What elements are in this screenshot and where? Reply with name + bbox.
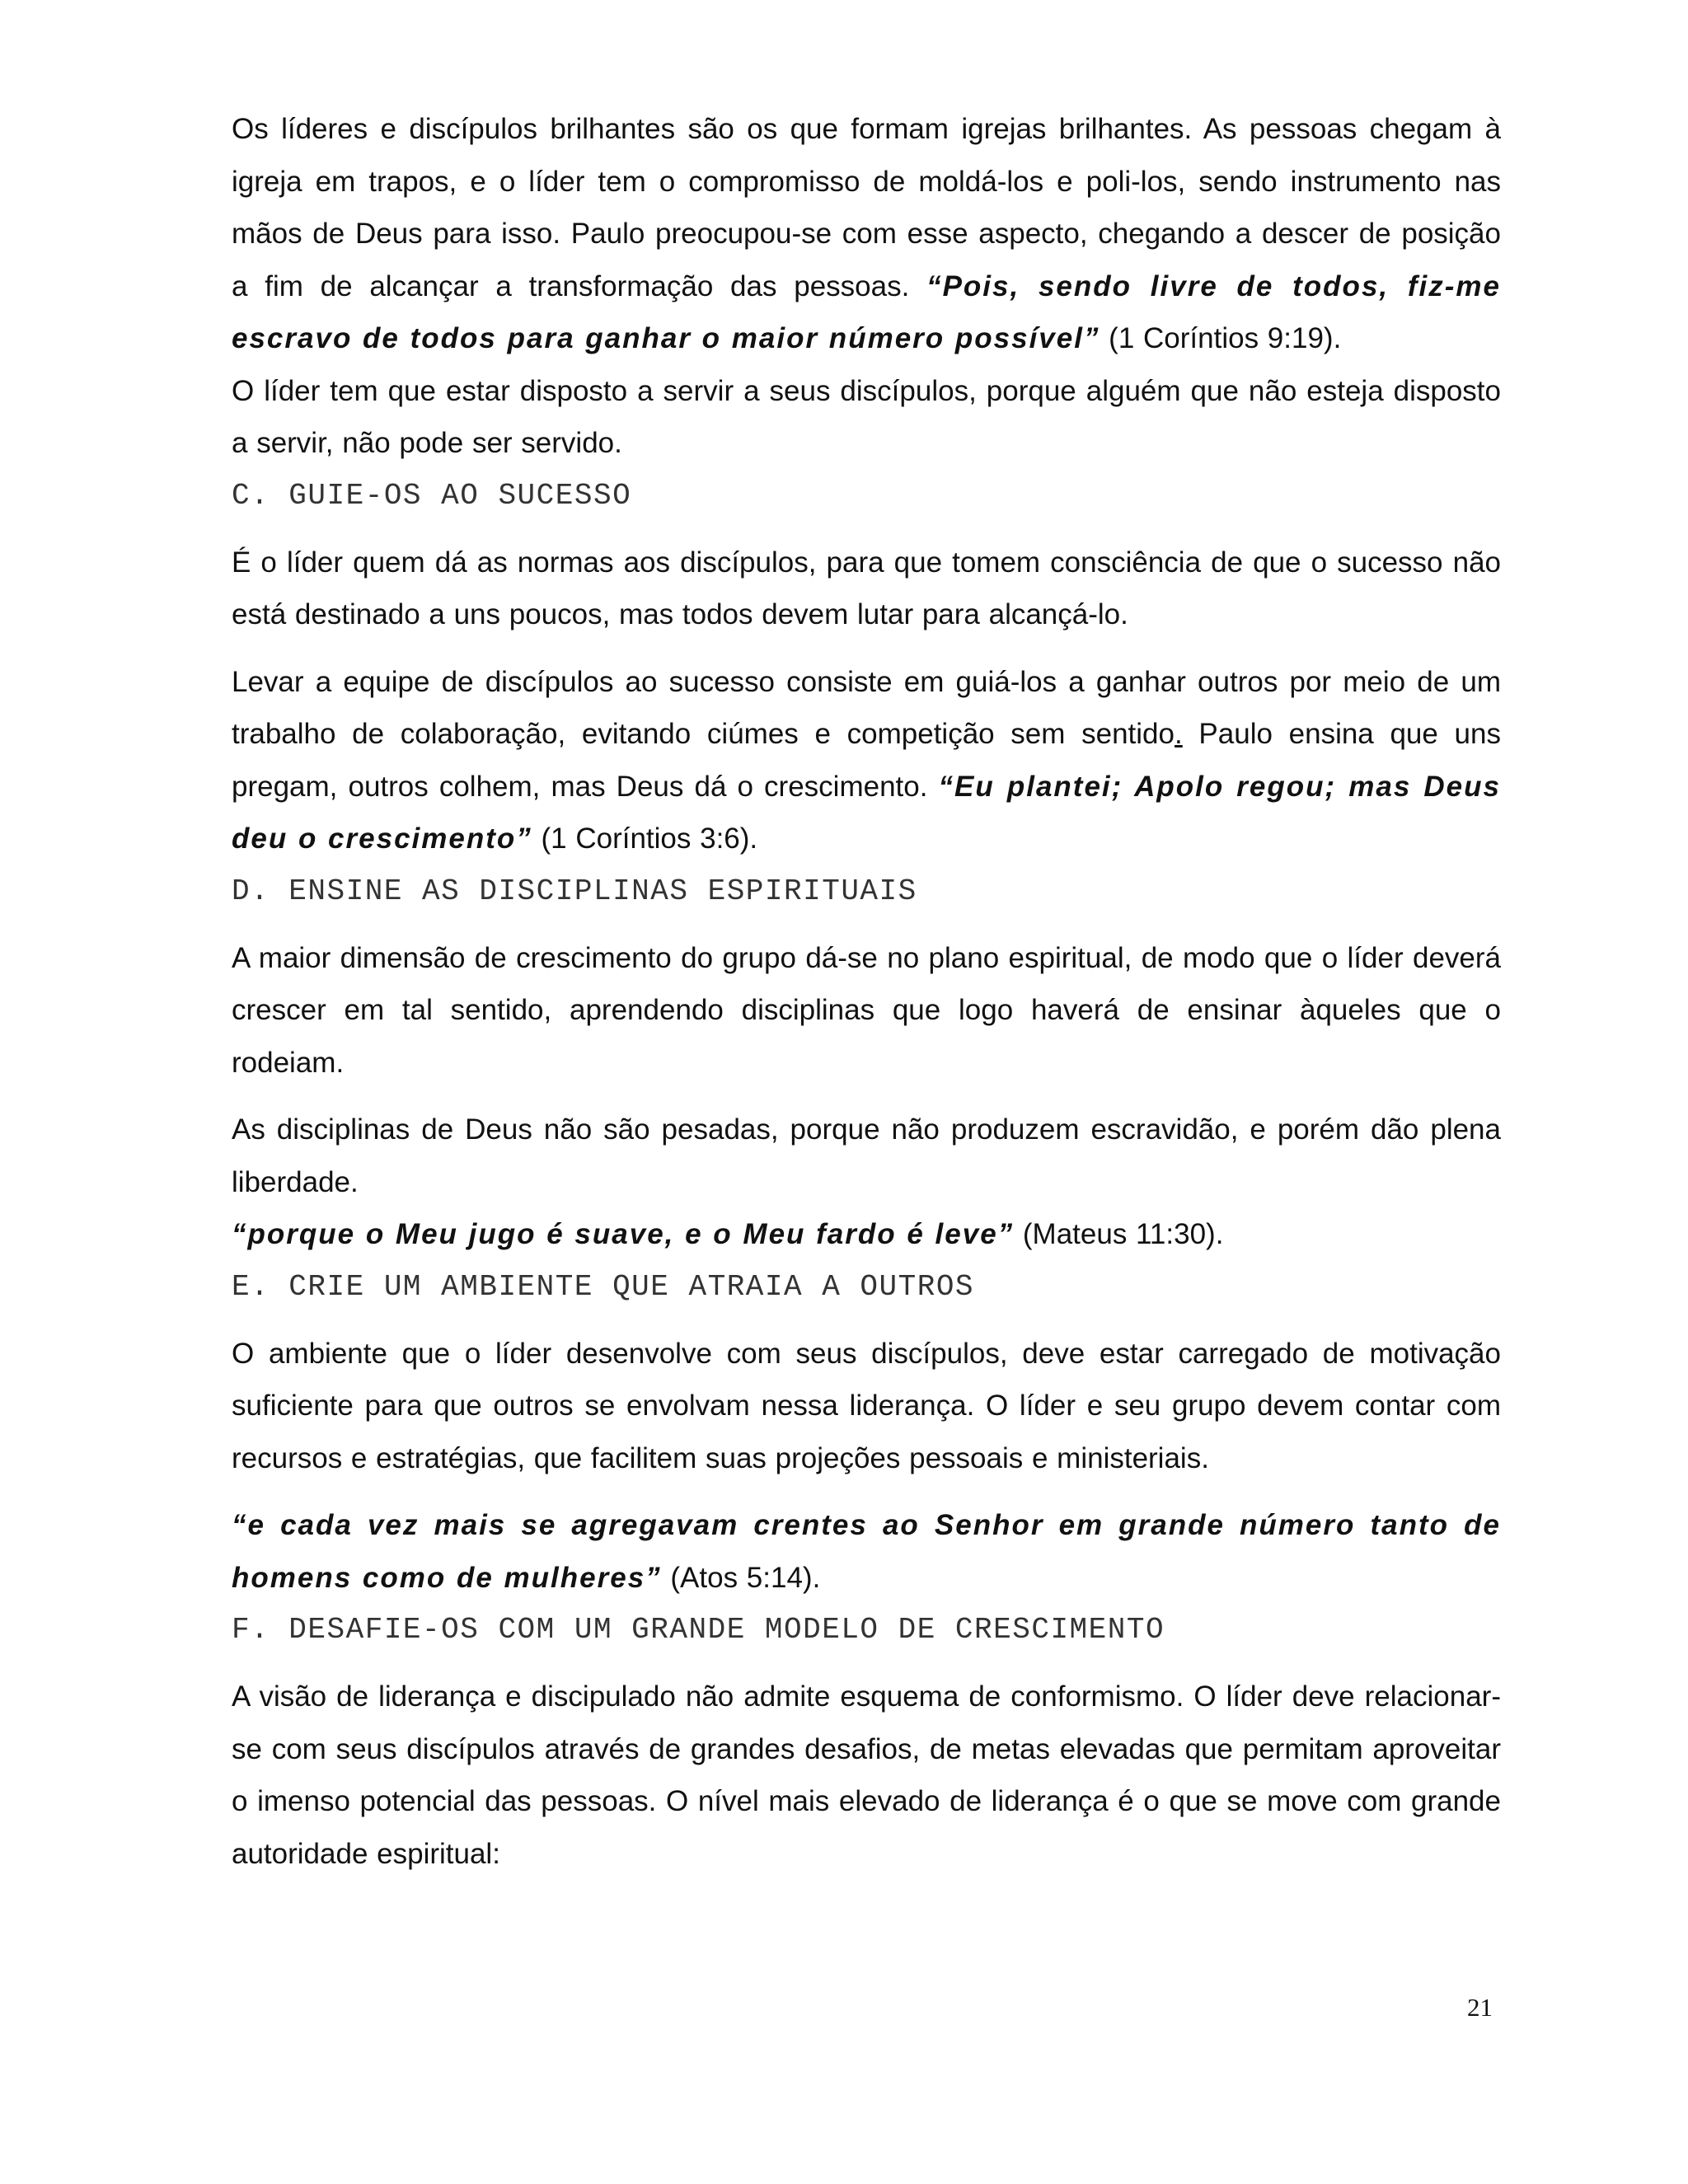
section-d-quote: “porque o Meu jugo é suave, e o Meu fardo é leve”: [232, 1218, 1015, 1250]
section-f-paragraph-1: A visão de liderança e discipulado não admite esquema de conformismo. O líder deve relacionar-se com seus discípulos através de grandes desafios, de metas elevadas que permitam aproveitar o imenso potencial das pessoas. O nível mais elevado de liderança é o que se move com grande autoridade espiritual:: [232, 1680, 1501, 1870]
section-d-quote-line: [232, 1208, 1501, 1261]
section-c-text-2: Paulo ensina que uns pregam, outros colhem, mas Deus dá o crescimento.: [232, 718, 1501, 803]
page-number: 21: [1467, 1993, 1493, 2022]
section-c-reference: (1 Coríntios 3:6).: [532, 823, 758, 855]
section-c-quote: “Eu plantei; Apolo regou; mas Deus deu o crescimento”: [232, 770, 1501, 855]
section-e-paragraph-1: O ambiente que o líder desenvolve com seus discípulos, deve estar carregado de motivação suficiente para que outros se envolvam nessa liderança. O líder e seu grupo devem contar com recursos e estratégias, que facilitem suas projeções pessoais e ministeriais.: [232, 1337, 1501, 1474]
section-f-heading: F. DESAFIE-OS COM UM GRANDE MODELO DE CRESCIMENTO: [232, 1613, 1165, 1647]
section-c-underlined-dot: .: [1175, 718, 1183, 750]
intro-text: Os líderes e discípulos brilhantes são os que formam igrejas brilhantes. As pessoas chegam à igreja em trapos, e o líder tem o compromisso de moldá-los e poli-los, sendo instrumento nas mãos de Deus para isso. Paulo preocupou-se com esse aspecto, chegando a descer de posição a fim de alcançar a transformação das pessoas.: [232, 113, 1501, 302]
section-d-paragraph-1: A maior dimensão de crescimento do grupo dá-se no plano espiritual, de modo que o líder deverá crescer em tal sentido, aprendendo disciplinas que logo haverá de ensinar àqueles que o rodeiam.: [232, 941, 1501, 1079]
section-d-heading: D. ENSINE AS DISCIPLINAS ESPIRITUAIS: [232, 874, 917, 908]
section-c-text: Levar a equipe de discípulos ao sucesso consiste em guiá-los a ganhar outros por meio de um trabalho de colaboração, evitando ciúmes e competição sem sentido: [232, 665, 1501, 750]
section-d-reference: (Mateus 11:30).: [1014, 1218, 1224, 1250]
document-page: [232, 103, 1501, 1880]
section-d-paragraph-2: As disciplinas de Deus não são pesadas, porque não produzem escravidão, e porém dão plena liberdade.: [232, 1113, 1501, 1198]
intro-paragraph-2: O líder tem que estar disposto a servir a seus discípulos, porque alguém que não esteja disposto a servir, não pode ser servido.: [232, 374, 1501, 459]
section-e-quote: “e cada vez mais se agregavam crentes ao Senhor em grande número tanto de homens como de mulheres”: [232, 1509, 1501, 1594]
intro-reference: (1 Coríntios 9:19).: [1100, 322, 1342, 354]
section-c-heading: C. GUIE-OS AO SUCESSO: [232, 478, 632, 513]
intro-quote: “Pois, sendo livre de todos, fiz-me escravo de todos para ganhar o maior número possível”: [232, 269, 1502, 354]
section-e-heading: E. CRIE UM AMBIENTE QUE ATRAIA A OUTROS: [232, 1269, 975, 1304]
section-e-reference: (Atos 5:14).: [661, 1561, 821, 1594]
section-c-paragraph-2: [232, 656, 1501, 865]
section-e-quote-line: [232, 1499, 1501, 1604]
intro-paragraph: [232, 103, 1501, 365]
section-c-paragraph-1: É o líder quem dá as normas aos discípulos, para que tomem consciência de que o sucesso não está destinado a uns poucos, mas todos devem lutar para alcançá-lo.: [232, 546, 1501, 630]
